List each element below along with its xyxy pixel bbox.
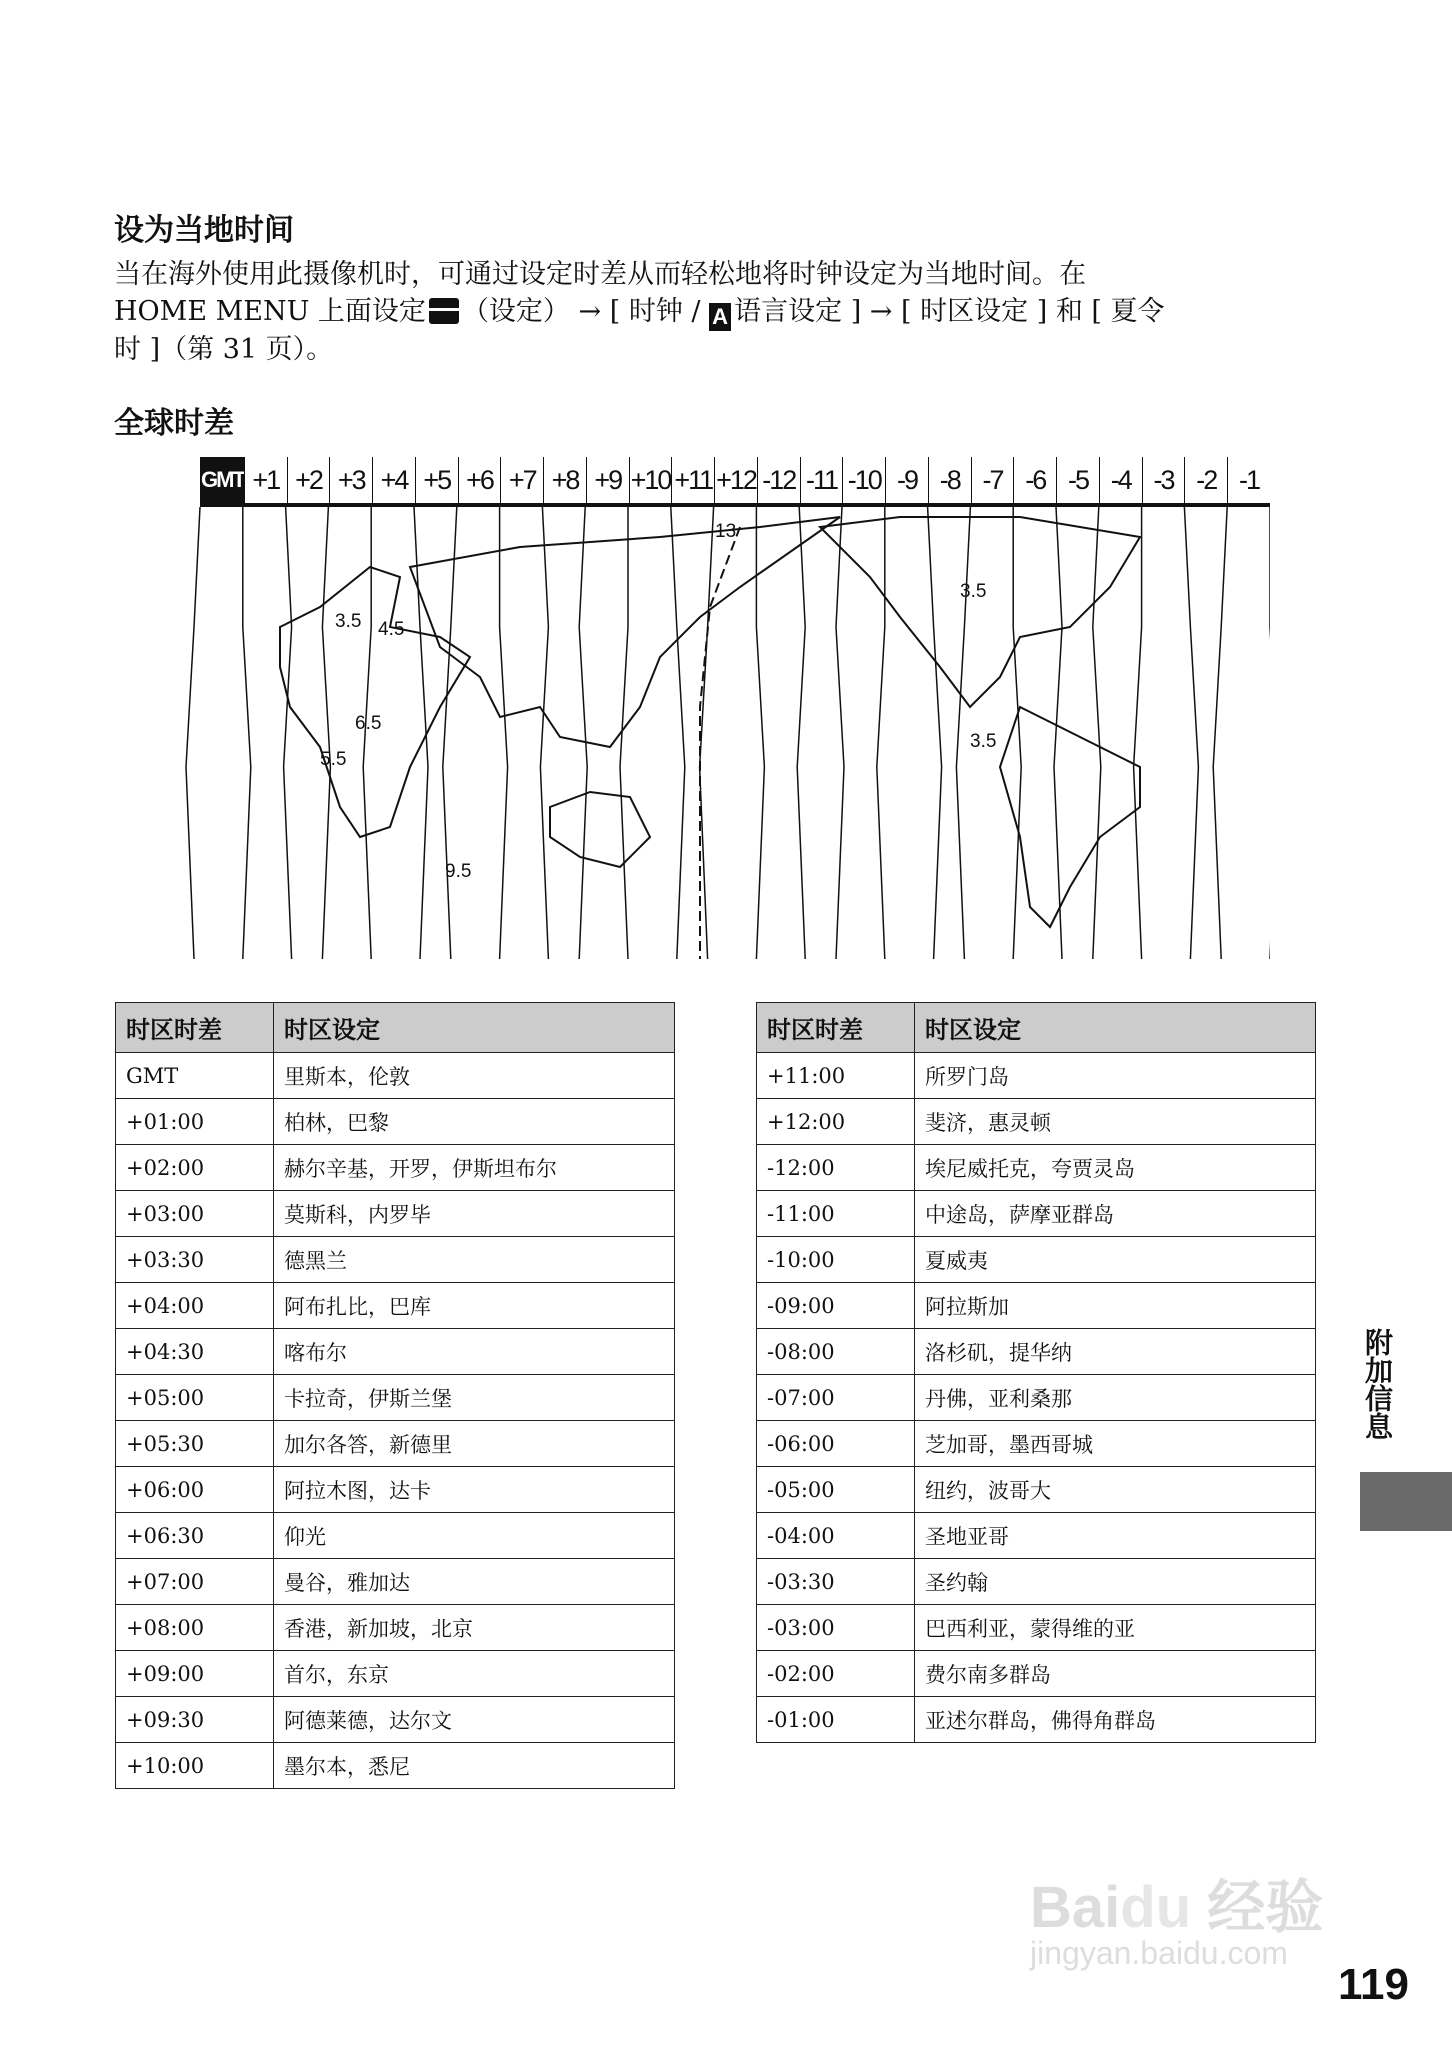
zone-offset: -01:00 <box>757 1697 915 1743</box>
zone-offset: -12:00 <box>757 1145 915 1191</box>
zone-cities: 阿德莱德，达尔文 <box>274 1697 675 1743</box>
zone-offset: +12:00 <box>757 1099 915 1145</box>
map-offset-label: 3.5 <box>970 731 997 752</box>
timezone-boundary-line <box>671 507 685 959</box>
zone-cities: 喀布尔 <box>274 1329 675 1375</box>
zone-cities: 圣约翰 <box>915 1559 1316 1605</box>
europe-africa-outline <box>280 567 470 837</box>
timezone-boundary-line <box>797 507 805 959</box>
table-row <box>116 1283 675 1329</box>
timezone-boundary-line <box>443 507 457 959</box>
table-header-row <box>757 1003 1316 1053</box>
language-a-icon: A <box>709 303 731 331</box>
zone-offset: +06:00 <box>116 1467 274 1513</box>
text: HOME MENU 上面设定 <box>114 296 426 327</box>
timezone-cell: +2 <box>287 457 330 503</box>
table-row <box>116 1559 675 1605</box>
zone-cities: 加尔各答，新德里 <box>274 1421 675 1467</box>
timezone-cell: +4 <box>372 457 415 503</box>
table-row <box>757 1099 1316 1145</box>
zone-offset: +03:30 <box>116 1237 274 1283</box>
table-row <box>757 1467 1316 1513</box>
timezone-boundary-line <box>500 507 508 959</box>
zone-cities: 莫斯科，内罗毕 <box>274 1191 675 1237</box>
timezone-boundary-line <box>836 507 844 959</box>
timezone-table-right <box>756 1002 1316 1743</box>
zone-cities: 赫尔辛基，开罗，伊斯坦布尔 <box>274 1145 675 1191</box>
zone-offset: -08:00 <box>757 1329 915 1375</box>
side-tab-marker <box>1360 1472 1452 1531</box>
timezone-cell: -4 <box>1099 457 1142 503</box>
timezone-cell: +10 <box>629 457 672 503</box>
zone-offset: +04:30 <box>116 1329 274 1375</box>
text: （设定） → [ 时钟 / <box>461 296 710 327</box>
map-offset-label: 5.5 <box>320 749 347 770</box>
table-row <box>116 1421 675 1467</box>
timezone-boundary-line <box>1093 507 1101 959</box>
timezone-cell: +8 <box>543 457 586 503</box>
timezone-boundary-line <box>243 507 251 959</box>
table-row <box>116 1145 675 1191</box>
zone-offset: -02:00 <box>757 1651 915 1697</box>
zone-offset: +08:00 <box>116 1605 274 1651</box>
timezone-boundary-line <box>579 507 587 959</box>
page-number: 119 <box>1338 1960 1409 2009</box>
zone-cities: 纽约，波哥大 <box>915 1467 1316 1513</box>
timezone-cell: -11 <box>800 457 843 503</box>
section-title-local-time: 设为当地时间 <box>114 213 294 248</box>
timezone-cell: +6 <box>458 457 501 503</box>
timezone-boundary-line <box>1213 507 1227 959</box>
timezone-cell: -12 <box>757 457 800 503</box>
text: 语言设定 ] → [ 时区设定 ] 和 [ 夏令 <box>734 296 1165 327</box>
section-title-world-time: 全球时差 <box>114 406 234 441</box>
table-row <box>116 1651 675 1697</box>
table-row <box>116 1191 675 1237</box>
zone-cities: 香港，新加坡，北京 <box>274 1605 675 1651</box>
timezone-boundary-line <box>877 507 885 959</box>
zone-cities: 芝加哥，墨西哥城 <box>915 1421 1316 1467</box>
instructions-paragraph <box>114 256 1314 368</box>
table-row <box>116 1237 675 1283</box>
zone-cities: 所罗门岛 <box>915 1053 1316 1099</box>
zone-cities: 阿布扎比，巴库 <box>274 1283 675 1329</box>
header-setting: 时区设定 <box>274 1003 675 1053</box>
table-row <box>757 1145 1316 1191</box>
table-row <box>757 1697 1316 1743</box>
zone-offset: -07:00 <box>757 1375 915 1421</box>
side-tab-label: 附加信息 <box>1361 1328 1394 1440</box>
table-row <box>116 1053 675 1099</box>
table-row <box>116 1375 675 1421</box>
table-row <box>757 1237 1316 1283</box>
timezone-cell: +12 <box>714 457 757 503</box>
timezone-cell: -6 <box>1013 457 1056 503</box>
timezone-boundary-line <box>1184 507 1198 959</box>
header-offset: 时区时差 <box>757 1003 915 1053</box>
timezone-boundary-line <box>956 507 970 959</box>
table-row <box>757 1513 1316 1559</box>
map-offset-label: 3.5 <box>335 611 362 632</box>
zone-offset: -10:00 <box>757 1237 915 1283</box>
zone-cities: 德黑兰 <box>274 1237 675 1283</box>
zone-offset: GMT <box>116 1053 274 1099</box>
zone-offset: +07:00 <box>116 1559 274 1605</box>
zone-cities: 阿拉木图，达卡 <box>274 1467 675 1513</box>
timezone-cell: -7 <box>971 457 1014 503</box>
zone-cities: 洛杉矶，提华纳 <box>915 1329 1316 1375</box>
zone-cities: 卡拉奇，伊斯兰堡 <box>274 1375 675 1421</box>
timezone-boundary-line <box>1134 507 1142 959</box>
timezone-boundary-line <box>928 507 942 959</box>
watermark-url: jingyan.baidu.com <box>1030 1935 1288 1971</box>
watermark-logo: Baidu 经验 <box>1030 1875 1324 1940</box>
toolbox-icon <box>429 298 459 324</box>
zone-offset: -06:00 <box>757 1421 915 1467</box>
zone-cities: 柏林，巴黎 <box>274 1099 675 1145</box>
zone-offset: +02:00 <box>116 1145 274 1191</box>
table-row <box>116 1467 675 1513</box>
zone-cities: 费尔南多群岛 <box>915 1651 1316 1697</box>
zone-offset: -04:00 <box>757 1513 915 1559</box>
timezone-cell: -10 <box>842 457 885 503</box>
map-offset-label: 9.5 <box>445 861 472 882</box>
timezone-boundary-line <box>186 507 200 959</box>
table-row <box>757 1329 1316 1375</box>
world-timezone-map <box>140 507 1270 959</box>
timezone-cell: +9 <box>586 457 629 503</box>
timezone-cell: -8 <box>928 457 971 503</box>
table-row <box>757 1375 1316 1421</box>
north-america-outline <box>820 517 1140 707</box>
timezone-boundary-line <box>1054 507 1062 959</box>
timezone-cell: -1 <box>1227 457 1270 503</box>
table-header-row <box>116 1003 675 1053</box>
timezone-bar <box>200 457 1270 507</box>
timezone-cell: +7 <box>500 457 543 503</box>
timezone-boundary-line <box>322 507 330 959</box>
instructions-line-3: 时 ]（第 31 页）。 <box>114 334 334 365</box>
table-row <box>116 1099 675 1145</box>
timezone-cell: -9 <box>885 457 928 503</box>
zone-offset: -11:00 <box>757 1191 915 1237</box>
zone-cities: 丹佛，亚利桑那 <box>915 1375 1316 1421</box>
table-row <box>757 1605 1316 1651</box>
timezone-cell: +11 <box>671 457 714 503</box>
table-row <box>757 1559 1316 1605</box>
map-offset-label: 13 <box>715 521 737 542</box>
zone-offset: +01:00 <box>116 1099 274 1145</box>
timezone-cell: -2 <box>1184 457 1227 503</box>
table-row <box>116 1605 675 1651</box>
table-row <box>116 1513 675 1559</box>
timezone-cell: +5 <box>415 457 458 503</box>
zone-offset: -05:00 <box>757 1467 915 1513</box>
zone-cities: 曼谷，雅加达 <box>274 1559 675 1605</box>
zone-cities: 仰光 <box>274 1513 675 1559</box>
table-row <box>757 1053 1316 1099</box>
zone-offset: +11:00 <box>757 1053 915 1099</box>
instructions-line-2 <box>114 293 1314 331</box>
zone-cities: 亚述尔群岛，佛得角群岛 <box>915 1697 1316 1743</box>
timezone-cell: -3 <box>1142 457 1185 503</box>
timezone-cell: -5 <box>1056 457 1099 503</box>
australia-outline <box>550 792 650 867</box>
table-row <box>757 1421 1316 1467</box>
table-row <box>757 1651 1316 1697</box>
timezone-cell: GMT <box>200 457 244 503</box>
zone-offset: +05:30 <box>116 1421 274 1467</box>
zone-offset: +04:00 <box>116 1283 274 1329</box>
zone-offset: -03:30 <box>757 1559 915 1605</box>
south-america-outline <box>1000 707 1140 927</box>
header-offset: 时区时差 <box>116 1003 274 1053</box>
table-row <box>116 1697 675 1743</box>
timezone-cell: +1 <box>244 457 287 503</box>
timezone-boundary-line <box>540 507 548 959</box>
instructions-line-1: 当在海外使用此摄像机时，可通过设定时差从而轻松地将时钟设定为当地时间。在 <box>114 259 1086 290</box>
table-row <box>116 1329 675 1375</box>
zone-offset: +05:00 <box>116 1375 274 1421</box>
zone-offset: +10:00 <box>116 1743 274 1789</box>
zone-offset: +09:00 <box>116 1651 274 1697</box>
timezone-boundary-line <box>284 507 292 959</box>
zone-cities: 埃尼威托克，夸贾灵岛 <box>915 1145 1316 1191</box>
map-offset-label: 3.5 <box>960 581 987 602</box>
timezone-boundary-line <box>1013 507 1021 959</box>
zone-cities: 首尔，东京 <box>274 1651 675 1697</box>
timezone-table-left <box>115 1002 675 1789</box>
zone-offset: -03:00 <box>757 1605 915 1651</box>
asia-outline <box>410 517 840 747</box>
map-offset-label: 4.5 <box>378 619 405 640</box>
zone-offset: +06:30 <box>116 1513 274 1559</box>
zone-cities: 斐济，惠灵顿 <box>915 1099 1316 1145</box>
timezone-boundary-line <box>700 507 714 959</box>
zone-cities: 圣地亚哥 <box>915 1513 1316 1559</box>
zone-cities: 夏威夷 <box>915 1237 1316 1283</box>
table-row <box>757 1191 1316 1237</box>
table-row <box>757 1283 1316 1329</box>
timezone-cell: +3 <box>329 457 372 503</box>
zone-cities: 阿拉斯加 <box>915 1283 1316 1329</box>
table-row <box>116 1743 675 1789</box>
header-setting: 时区设定 <box>915 1003 1316 1053</box>
zone-offset: -09:00 <box>757 1283 915 1329</box>
zone-cities: 中途岛，萨摩亚群岛 <box>915 1191 1316 1237</box>
zone-cities: 墨尔本，悉尼 <box>274 1743 675 1789</box>
zone-cities: 巴西利亚，蒙得维的亚 <box>915 1605 1316 1651</box>
zone-offset: +09:30 <box>116 1697 274 1743</box>
zone-offset: +03:00 <box>116 1191 274 1237</box>
zone-cities: 里斯本，伦敦 <box>274 1053 675 1099</box>
map-offset-label: 6.5 <box>355 713 382 734</box>
